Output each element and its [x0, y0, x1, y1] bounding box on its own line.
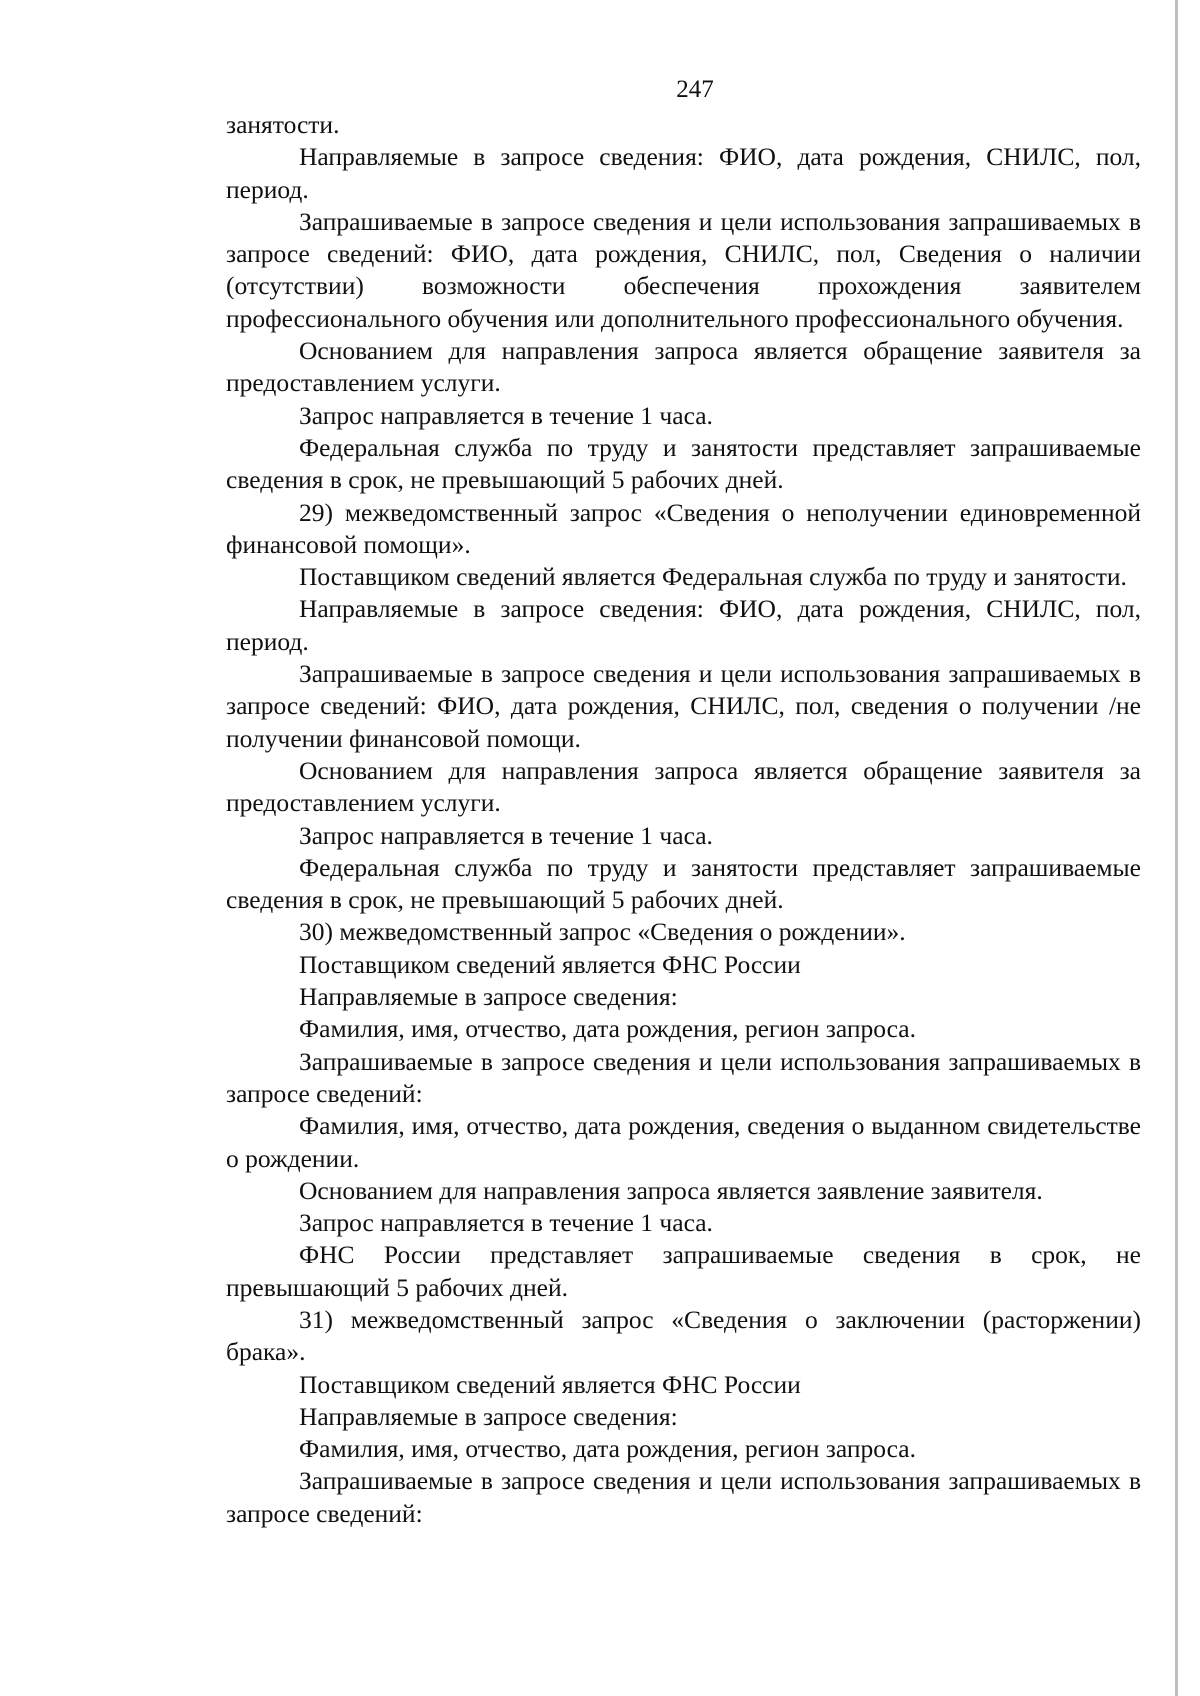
paragraph: Запрашиваемые в запросе сведения и цели использования запрашиваемых в запросе сведений: ФИО, дата рождения, СНИЛС, пол, сведения о получении /не получении финансовой помощи. — [226, 659, 1141, 753]
paragraph: 31) межведомственный запрос «Сведения о заключении (расторжении) брака». — [226, 1304, 1141, 1367]
paragraph: занятости. — [226, 110, 340, 139]
paragraph: Основанием для направления запроса является обращение заявителя за предоставлением услуги. — [226, 336, 1141, 398]
page-edge-line — [1175, 0, 1178, 1696]
paragraph: Направляемые в запросе сведения: — [299, 1401, 678, 1431]
paragraph: Федеральная служба по труду и занятости представляет запрашиваемые сведения в срок, не превышающий 5 рабочих дней. — [226, 852, 1141, 915]
paragraph: Направляемые в запросе сведения: ФИО, дата рождения, СНИЛС, пол, период. — [226, 142, 1141, 204]
paragraph: Запрашиваемые в запросе сведения и цели использования запрашиваемых в запросе сведений: — [226, 1046, 1141, 1108]
paragraph: Запрос направляется в течение 1 часа. — [299, 820, 713, 850]
page-number: 247 — [676, 76, 714, 103]
paragraph: Запрос направляется в течение 1 часа. — [299, 1208, 713, 1238]
paragraph: Запрашиваемые в запросе сведения и цели использования запрашиваемых в запросе сведений: — [226, 1466, 1141, 1528]
paragraph: 30) межведомственный запрос «Сведения о рождении». — [299, 917, 906, 947]
paragraph: Поставщиком сведений является ФНС России — [299, 1369, 801, 1399]
paragraph: Направляемые в запросе сведения: ФИО, дата рождения, СНИЛС, пол, период. — [226, 594, 1141, 656]
paragraph: Основанием для направления запроса является заявление заявителя. — [299, 1175, 1043, 1205]
paragraph: Поставщиком сведений является ФНС России — [299, 949, 801, 979]
paragraph: Направляемые в запросе сведения: — [299, 982, 678, 1012]
paragraph: Фамилия, имя, отчество, дата рождения, регион запроса. — [299, 1434, 916, 1464]
paragraph: Основанием для направления запроса является обращение заявителя за предоставлением услуги. — [226, 755, 1141, 818]
paragraph: Запрашиваемые в запросе сведения и цели использования запрашиваемых в запросе сведений: ФИО, дата рождения, СНИЛС, пол, Сведения о наличии (отсутствии) возможности обеспечения прохождения заявителем профессионального обучения или дополнительного профессионального обучения. — [226, 206, 1141, 333]
paragraph: Фамилия, имя, отчество, дата рождения, регион запроса. — [299, 1014, 916, 1044]
paragraph: Поставщиком сведений является Федеральная служба по труду и занятости. — [299, 562, 1127, 592]
paragraph: ФНС России представляет запрашиваемые сведения в срок, не превышающий 5 рабочих дней. — [226, 1240, 1141, 1302]
document-body — [226, 109, 1141, 1530]
paragraph: Запрос направляется в течение 1 часа. — [299, 400, 713, 430]
paragraph: Фамилия, имя, отчество, дата рождения, сведения о выданном свидетельстве о рождении. — [226, 1111, 1141, 1173]
paragraph: 29) межведомственный запрос «Сведения о неполучении единовременной финансовой помощи». — [226, 497, 1141, 559]
paragraph: Федеральная служба по труду и занятости представляет запрашиваемые сведения в срок, не превышающий 5 рабочих дней. — [226, 432, 1141, 495]
